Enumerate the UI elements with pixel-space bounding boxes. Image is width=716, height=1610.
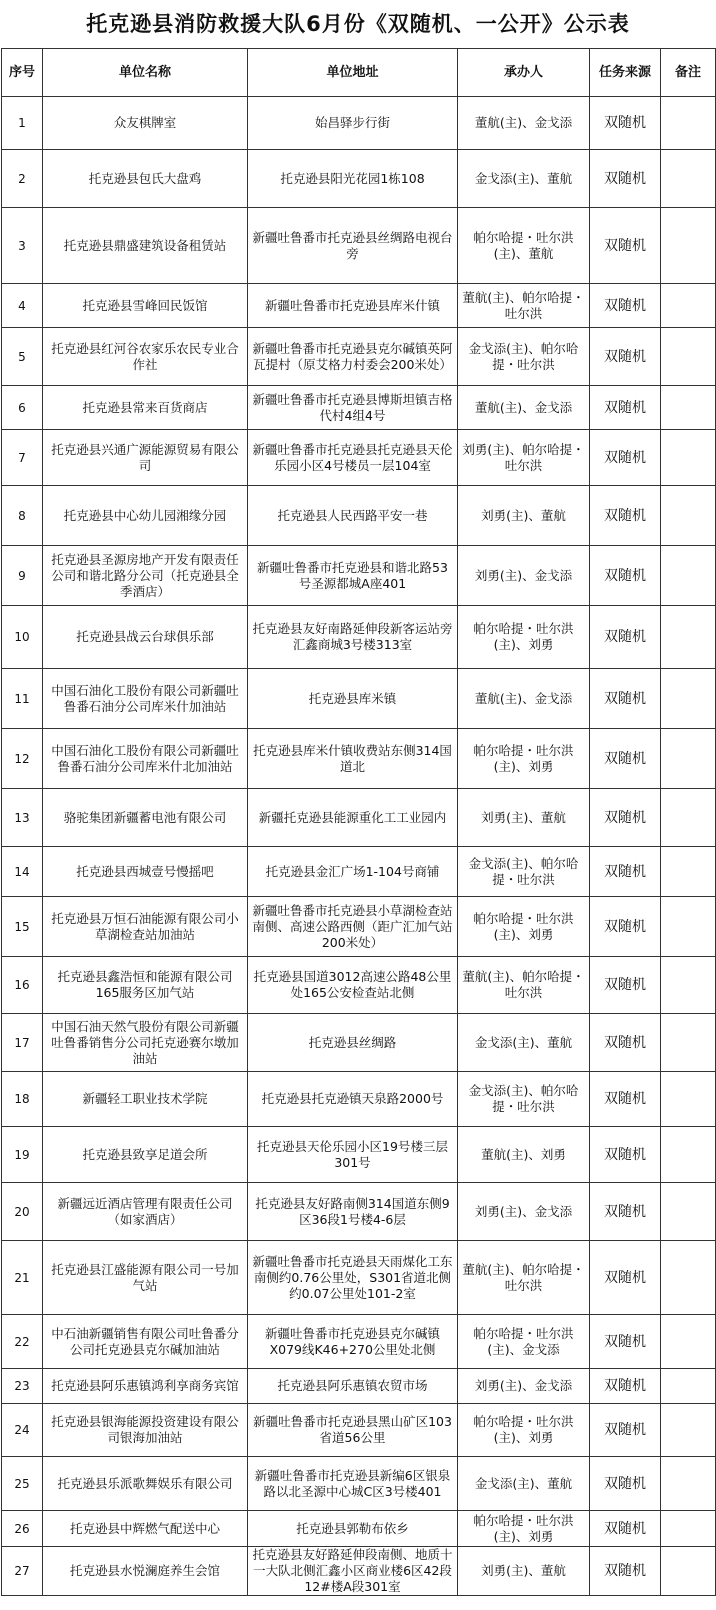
row-number-cell: 18 bbox=[2, 1072, 43, 1127]
row-number-cell: 24 bbox=[2, 1404, 43, 1457]
header-cell: 单位地址 bbox=[248, 49, 458, 97]
task-source-cell: 双随机 bbox=[590, 897, 661, 957]
unit-name-cell: 托克逊县红河谷农家乐农民专业合作社 bbox=[43, 328, 248, 386]
row-number-cell: 25 bbox=[2, 1457, 43, 1511]
unit-name-cell: 托克逊县鼎盛建筑设备租赁站 bbox=[43, 208, 248, 284]
remark-cell bbox=[661, 1511, 716, 1547]
staff-names-cell: 帕尔哈提・吐尔洪(主)、董航 bbox=[458, 208, 590, 284]
unit-address-cell: 新疆吐鲁番市托克逊县克尔碱镇X079线K46+270公里处北侧 bbox=[248, 1315, 458, 1369]
task-source-cell: 双随机 bbox=[590, 328, 661, 386]
row-number-cell: 5 bbox=[2, 328, 43, 386]
unit-address-cell: 新疆吐鲁番市托克逊县托克逊县天伦乐园小区4号楼员一层104室 bbox=[248, 430, 458, 486]
row-number-cell: 2 bbox=[2, 150, 43, 208]
unit-name-cell: 托克逊县雪峰回民饭馆 bbox=[43, 284, 248, 328]
row-number-cell: 11 bbox=[2, 669, 43, 729]
unit-address-cell: 新疆吐鲁番市托克逊县库米什镇 bbox=[248, 284, 458, 328]
task-source-cell: 双随机 bbox=[590, 606, 661, 669]
unit-address-cell: 新疆吐鲁番市托克逊县克尔碱镇英阿瓦提村（原艾格力村委会200米处） bbox=[248, 328, 458, 386]
inspection-table bbox=[1, 48, 716, 1596]
row-number-cell: 1 bbox=[2, 97, 43, 150]
row-number-cell: 26 bbox=[2, 1511, 43, 1547]
table-row bbox=[2, 208, 716, 284]
task-source-cell: 双随机 bbox=[590, 284, 661, 328]
remark-cell bbox=[661, 486, 716, 546]
task-source-cell: 双随机 bbox=[590, 97, 661, 150]
task-source-cell: 双随机 bbox=[590, 1369, 661, 1404]
unit-address-cell: 托克逊县人民西路平安一巷 bbox=[248, 486, 458, 546]
staff-names-cell: 金戈添(主)、董航 bbox=[458, 1457, 590, 1511]
staff-names-cell: 董航(主)、帕尔哈提・吐尔洪 bbox=[458, 957, 590, 1014]
header-cell: 单位名称 bbox=[43, 49, 248, 97]
task-source-cell: 双随机 bbox=[590, 1511, 661, 1547]
remark-cell bbox=[661, 546, 716, 606]
table-row bbox=[2, 606, 716, 669]
unit-name-cell: 骆驼集团新疆蓄电池有限公司 bbox=[43, 789, 248, 847]
table-row bbox=[2, 897, 716, 957]
unit-address-cell: 新疆吐鲁番市托克逊县丝绸路电视台旁 bbox=[248, 208, 458, 284]
unit-name-cell: 新疆远近酒店管理有限责任公司（如家酒店） bbox=[43, 1183, 248, 1241]
unit-name-cell: 中石油新疆销售有限公司吐鲁番分公司托克逊县克尔碱加油站 bbox=[43, 1315, 248, 1369]
staff-names-cell: 董航(主)、金戈添 bbox=[458, 386, 590, 430]
remark-cell bbox=[661, 897, 716, 957]
unit-name-cell: 托克逊县常来百货商店 bbox=[43, 386, 248, 430]
staff-names-cell: 刘勇(主)、金戈添 bbox=[458, 546, 590, 606]
unit-address-cell: 新疆吐鲁番市托克逊县博斯坦镇吉格代村4组4号 bbox=[248, 386, 458, 430]
row-number-cell: 9 bbox=[2, 546, 43, 606]
task-source-cell: 双随机 bbox=[590, 1014, 661, 1072]
remark-cell bbox=[661, 1404, 716, 1457]
unit-name-cell: 托克逊县西城壹号慢摇吧 bbox=[43, 847, 248, 897]
staff-names-cell: 帕尔哈提・吐尔洪(主)、刘勇 bbox=[458, 1511, 590, 1547]
remark-cell bbox=[661, 150, 716, 208]
task-source-cell: 双随机 bbox=[590, 1315, 661, 1369]
unit-address-cell: 新疆吐鲁番市托克逊县天雨煤化工东南侧约0.76公里处，S301省道北侧约0.07公里处101-2室 bbox=[248, 1241, 458, 1315]
row-number-cell: 20 bbox=[2, 1183, 43, 1241]
table-row bbox=[2, 1511, 716, 1547]
table-row bbox=[2, 150, 716, 208]
staff-names-cell: 董航(主)、刘勇 bbox=[458, 1127, 590, 1183]
remark-cell bbox=[661, 1457, 716, 1511]
remark-cell bbox=[661, 789, 716, 847]
remark-cell bbox=[661, 1241, 716, 1315]
header-cell: 任务来源 bbox=[590, 49, 661, 97]
task-source-cell: 双随机 bbox=[590, 847, 661, 897]
header-cell: 备注 bbox=[661, 49, 716, 97]
table-row bbox=[2, 1072, 716, 1127]
remark-cell bbox=[661, 284, 716, 328]
row-number-cell: 7 bbox=[2, 430, 43, 486]
task-source-cell: 双随机 bbox=[590, 1404, 661, 1457]
task-source-cell: 双随机 bbox=[590, 957, 661, 1014]
unit-address-cell: 新疆吐鲁番市托克逊县和谐北路53号圣源都城A座401 bbox=[248, 546, 458, 606]
table-row bbox=[2, 1369, 716, 1404]
task-source-cell: 双随机 bbox=[590, 386, 661, 430]
table-row bbox=[2, 1014, 716, 1072]
unit-name-cell: 托克逊县中辉燃气配送中心 bbox=[43, 1511, 248, 1547]
table-row bbox=[2, 486, 716, 546]
table-row bbox=[2, 789, 716, 847]
table-row bbox=[2, 430, 716, 486]
unit-name-cell: 托克逊县江盛能源有限公司一号加气站 bbox=[43, 1241, 248, 1315]
unit-address-cell: 托克逊县托克逊镇天泉路2000号 bbox=[248, 1072, 458, 1127]
unit-name-cell: 众友棋牌室 bbox=[43, 97, 248, 150]
table-row bbox=[2, 957, 716, 1014]
unit-name-cell: 新疆轻工职业技术学院 bbox=[43, 1072, 248, 1127]
unit-name-cell: 中国石油化工股份有限公司新疆吐鲁番石油分公司库米什北加油站 bbox=[43, 729, 248, 789]
remark-cell bbox=[661, 1547, 716, 1596]
header-row bbox=[2, 49, 716, 97]
unit-address-cell: 托克逊县友好南路延伸段新客运站旁汇鑫商城3号楼313室 bbox=[248, 606, 458, 669]
unit-address-cell: 托克逊县国道3012高速公路48公里处165公安检查站北侧 bbox=[248, 957, 458, 1014]
task-source-cell: 双随机 bbox=[590, 486, 661, 546]
remark-cell bbox=[661, 386, 716, 430]
remark-cell bbox=[661, 1315, 716, 1369]
task-source-cell: 双随机 bbox=[590, 430, 661, 486]
unit-address-cell: 托克逊县库米什镇收费站东侧314国道北 bbox=[248, 729, 458, 789]
unit-name-cell: 托克逊县兴通广源能源贸易有限公司 bbox=[43, 430, 248, 486]
table-row bbox=[2, 1127, 716, 1183]
row-number-cell: 8 bbox=[2, 486, 43, 546]
header-cell: 承办人 bbox=[458, 49, 590, 97]
row-number-cell: 27 bbox=[2, 1547, 43, 1596]
staff-names-cell: 刘勇(主)、董航 bbox=[458, 486, 590, 546]
task-source-cell: 双随机 bbox=[590, 546, 661, 606]
unit-name-cell: 托克逊县阿乐惠镇鸿利享商务宾馆 bbox=[43, 1369, 248, 1404]
remark-cell bbox=[661, 606, 716, 669]
unit-name-cell: 托克逊县圣源房地产开发有限责任公司和谐北路分公司（托克逊县全季酒店） bbox=[43, 546, 248, 606]
staff-names-cell: 刘勇(主)、董航 bbox=[458, 1547, 590, 1596]
unit-name-cell: 托克逊县乐派歌舞娱乐有限公司 bbox=[43, 1457, 248, 1511]
staff-names-cell: 金戈添(主)、帕尔哈提・吐尔洪 bbox=[458, 328, 590, 386]
row-number-cell: 13 bbox=[2, 789, 43, 847]
header-cell: 序号 bbox=[2, 49, 43, 97]
row-number-cell: 3 bbox=[2, 208, 43, 284]
staff-names-cell: 帕尔哈提・吐尔洪(主)、刘勇 bbox=[458, 606, 590, 669]
unit-address-cell: 托克逊县郭勒布依乡 bbox=[248, 1511, 458, 1547]
staff-names-cell: 金戈添(主)、董航 bbox=[458, 1014, 590, 1072]
staff-names-cell: 金戈添(主)、帕尔哈提・吐尔洪 bbox=[458, 1072, 590, 1127]
table-row bbox=[2, 328, 716, 386]
table-row bbox=[2, 97, 716, 150]
unit-name-cell: 托克逊县万恒石油能源有限公司小草湖检查站加油站 bbox=[43, 897, 248, 957]
staff-names-cell: 董航(主)、帕尔哈提・吐尔洪 bbox=[458, 1241, 590, 1315]
remark-cell bbox=[661, 97, 716, 150]
unit-name-cell: 托克逊县水悦澜庭养生会馆 bbox=[43, 1547, 248, 1596]
unit-name-cell: 托克逊县中心幼儿园湘缘分园 bbox=[43, 486, 248, 546]
remark-cell bbox=[661, 729, 716, 789]
staff-names-cell: 金戈添(主)、董航 bbox=[458, 150, 590, 208]
row-number-cell: 22 bbox=[2, 1315, 43, 1369]
task-source-cell: 双随机 bbox=[590, 1072, 661, 1127]
task-source-cell: 双随机 bbox=[590, 1547, 661, 1596]
table-row bbox=[2, 1547, 716, 1596]
staff-names-cell: 刘勇(主)、金戈添 bbox=[458, 1183, 590, 1241]
remark-cell bbox=[661, 669, 716, 729]
staff-names-cell: 刘勇(主)、金戈添 bbox=[458, 1369, 590, 1404]
table-row bbox=[2, 284, 716, 328]
task-source-cell: 双随机 bbox=[590, 1127, 661, 1183]
unit-address-cell: 托克逊县阿乐惠镇农贸市场 bbox=[248, 1369, 458, 1404]
unit-address-cell: 托克逊县友好路南侧314国道东侧9区36段1号楼4-6层 bbox=[248, 1183, 458, 1241]
unit-name-cell: 托克逊县包氏大盘鸡 bbox=[43, 150, 248, 208]
row-number-cell: 12 bbox=[2, 729, 43, 789]
task-source-cell: 双随机 bbox=[590, 729, 661, 789]
unit-name-cell: 中国石油化工股份有限公司新疆吐鲁番石油分公司库米什加油站 bbox=[43, 669, 248, 729]
row-number-cell: 19 bbox=[2, 1127, 43, 1183]
unit-address-cell: 新疆吐鲁番市托克逊县黑山矿区103省道56公里 bbox=[248, 1404, 458, 1457]
row-number-cell: 4 bbox=[2, 284, 43, 328]
remark-cell bbox=[661, 1127, 716, 1183]
staff-names-cell: 董航(主)、金戈添 bbox=[458, 669, 590, 729]
unit-address-cell: 始昌驿步行街 bbox=[248, 97, 458, 150]
task-source-cell: 双随机 bbox=[590, 1183, 661, 1241]
staff-names-cell: 帕尔哈提・吐尔洪(主)、金戈添 bbox=[458, 1315, 590, 1369]
task-source-cell: 双随机 bbox=[590, 208, 661, 284]
row-number-cell: 21 bbox=[2, 1241, 43, 1315]
row-number-cell: 10 bbox=[2, 606, 43, 669]
page-title: 托克逊县消防救援大队6月份《双随机、一公开》公示表 bbox=[86, 12, 630, 36]
task-source-cell: 双随机 bbox=[590, 789, 661, 847]
row-number-cell: 14 bbox=[2, 847, 43, 897]
table-row bbox=[2, 1241, 716, 1315]
unit-name-cell: 托克逊县致享足道会所 bbox=[43, 1127, 248, 1183]
unit-name-cell: 托克逊县战云台球俱乐部 bbox=[43, 606, 248, 669]
staff-names-cell: 金戈添(主)、帕尔哈提・吐尔洪 bbox=[458, 847, 590, 897]
remark-cell bbox=[661, 1369, 716, 1404]
staff-names-cell: 帕尔哈提・吐尔洪(主)、刘勇 bbox=[458, 1404, 590, 1457]
staff-names-cell: 帕尔哈提・吐尔洪(主)、刘勇 bbox=[458, 897, 590, 957]
table-row bbox=[2, 546, 716, 606]
table-row bbox=[2, 1457, 716, 1511]
table-row bbox=[2, 669, 716, 729]
remark-cell bbox=[661, 208, 716, 284]
remark-cell bbox=[661, 1072, 716, 1127]
unit-address-cell: 托克逊县金汇广场1-104号商铺 bbox=[248, 847, 458, 897]
unit-address-cell: 托克逊县阳光花园1栋108 bbox=[248, 150, 458, 208]
staff-names-cell: 帕尔哈提・吐尔洪(主)、刘勇 bbox=[458, 729, 590, 789]
row-number-cell: 17 bbox=[2, 1014, 43, 1072]
task-source-cell: 双随机 bbox=[590, 1241, 661, 1315]
unit-address-cell: 新疆托克逊县能源重化工工业园内 bbox=[248, 789, 458, 847]
staff-names-cell: 董航(主)、金戈添 bbox=[458, 97, 590, 150]
row-number-cell: 16 bbox=[2, 957, 43, 1014]
unit-name-cell: 托克逊县银海能源投资建设有限公司银海加油站 bbox=[43, 1404, 248, 1457]
remark-cell bbox=[661, 847, 716, 897]
unit-address-cell: 托克逊县丝绸路 bbox=[248, 1014, 458, 1072]
task-source-cell: 双随机 bbox=[590, 669, 661, 729]
table-row bbox=[2, 847, 716, 897]
remark-cell bbox=[661, 328, 716, 386]
unit-address-cell: 托克逊县天伦乐园小区19号楼三层301号 bbox=[248, 1127, 458, 1183]
table-row bbox=[2, 1315, 716, 1369]
remark-cell bbox=[661, 957, 716, 1014]
unit-address-cell: 托克逊县友好路延伸段南侧、地质十一大队北侧汇鑫小区商业楼6区42段12#楼A段301室 bbox=[248, 1547, 458, 1596]
row-number-cell: 15 bbox=[2, 897, 43, 957]
unit-name-cell: 中国石油天然气股份有限公司新疆吐鲁番销售分公司托克逊赛尔墩加油站 bbox=[43, 1014, 248, 1072]
table-row bbox=[2, 1183, 716, 1241]
staff-names-cell: 董航(主)、帕尔哈提・吐尔洪 bbox=[458, 284, 590, 328]
table-row bbox=[2, 386, 716, 430]
row-number-cell: 6 bbox=[2, 386, 43, 430]
row-number-cell: 23 bbox=[2, 1369, 43, 1404]
staff-names-cell: 刘勇(主)、董航 bbox=[458, 789, 590, 847]
unit-address-cell: 新疆吐鲁番市托克逊县小草湖检查站南侧、高速公路西侧（距广汇加气站200米处） bbox=[248, 897, 458, 957]
unit-name-cell: 托克逊县鑫浩恒和能源有限公司165服务区加气站 bbox=[43, 957, 248, 1014]
unit-address-cell: 新疆吐鲁番市托克逊县新编6区银泉路以北圣源中心城C区3号楼401 bbox=[248, 1457, 458, 1511]
unit-address-cell: 托克逊县库米镇 bbox=[248, 669, 458, 729]
task-source-cell: 双随机 bbox=[590, 1457, 661, 1511]
remark-cell bbox=[661, 430, 716, 486]
remark-cell bbox=[661, 1014, 716, 1072]
table-row bbox=[2, 1404, 716, 1457]
staff-names-cell: 刘勇(主)、帕尔哈提・吐尔洪 bbox=[458, 430, 590, 486]
remark-cell bbox=[661, 1183, 716, 1241]
task-source-cell: 双随机 bbox=[590, 150, 661, 208]
table-row bbox=[2, 729, 716, 789]
